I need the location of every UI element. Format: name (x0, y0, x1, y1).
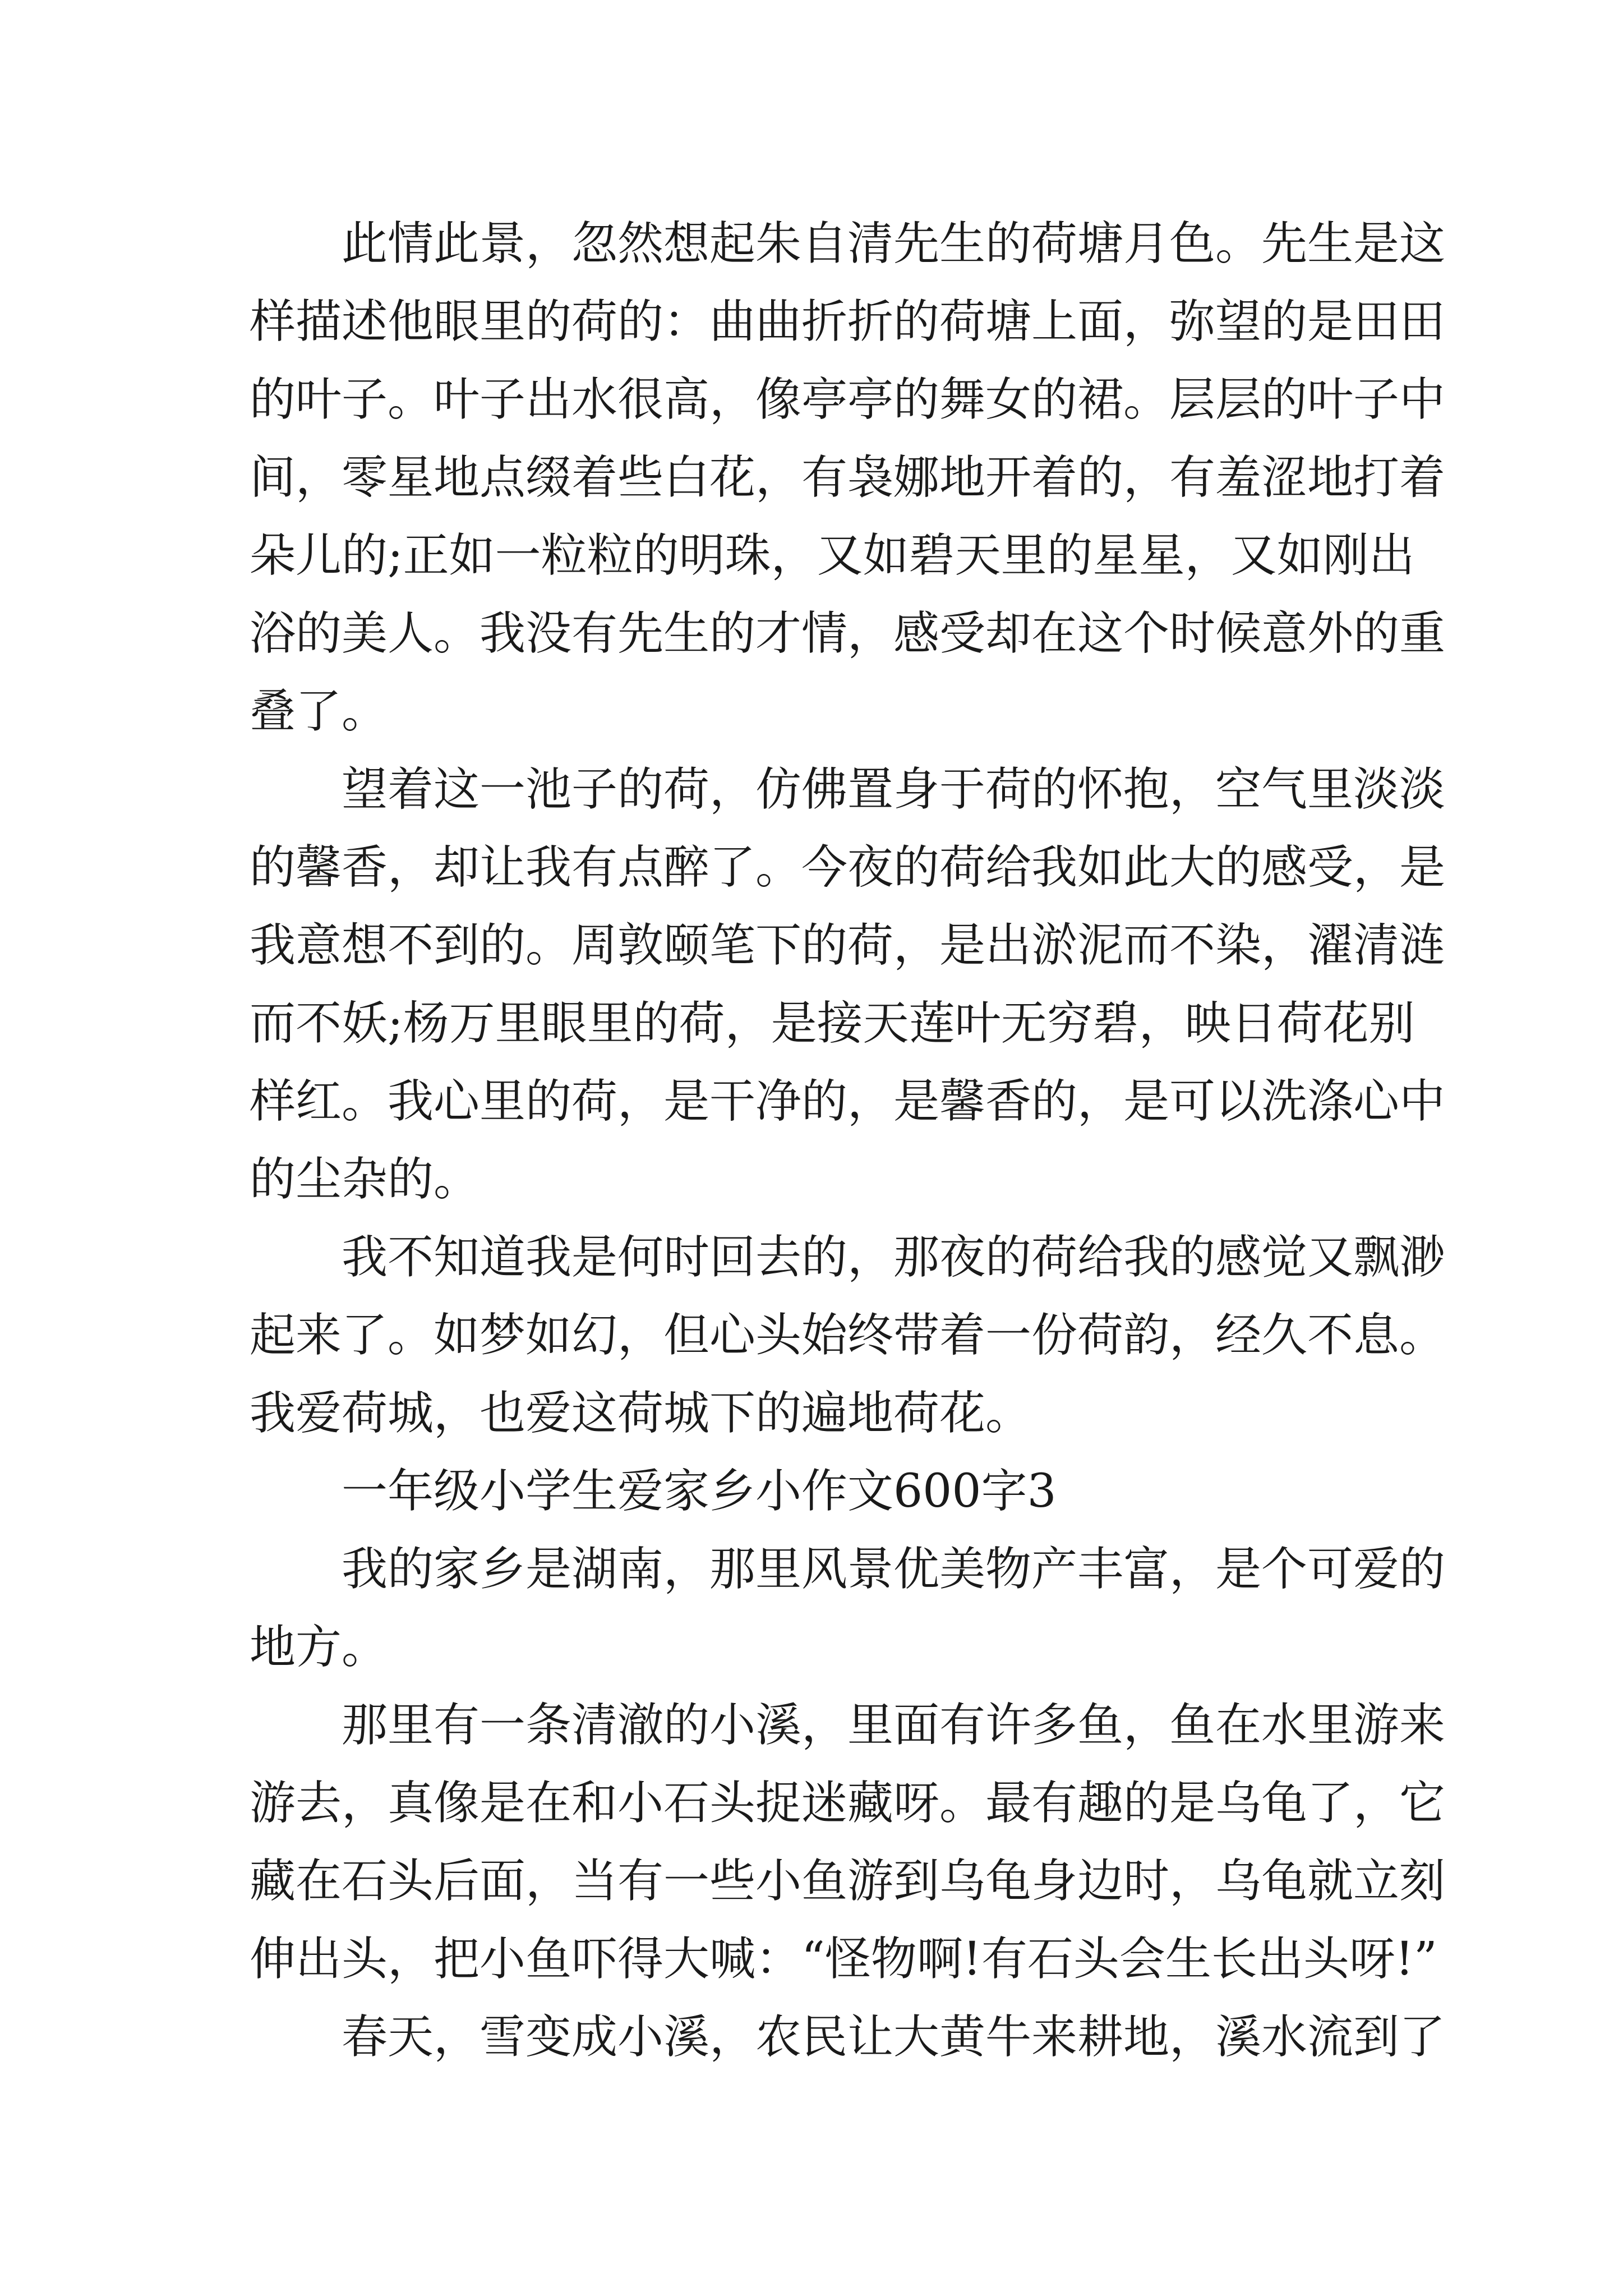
text-line: 我的家乡是湖南，那里风景优美物产丰富，是个可爱的 (250, 1543, 1446, 1596)
text-line: 伸出头，把小鱼吓得大喊：“怪物啊!有石头会生长出头呀!” (250, 1932, 1437, 1986)
text-line: 浴的美人。我没有先生的才情，感受却在这个时候意外的重 (250, 607, 1446, 660)
text-line: 而不妖;杨万里眼里的荷，是接天莲叶无穷碧，映日荷花别 (250, 997, 1415, 1050)
text-line: 的尘杂的。 (250, 1153, 480, 1206)
text-line: 起来了。如梦如幻，但心头始终带着一份荷韵，经久不息。 (250, 1309, 1446, 1362)
text-line: 我意想不到的。周敦颐笔下的荷，是出淤泥而不染，濯清涟 (250, 919, 1446, 972)
text-line: 此情此景，忽然想起朱自清先生的荷塘月色。先生是这 (250, 217, 1446, 270)
text-line: 游去，真像是在和小石头捉迷藏呀。最有趣的是乌龟了，它 (250, 1777, 1446, 1830)
text-line: 春天，雪变成小溪，农民让大黄牛来耕地，溪水流到了 (250, 2010, 1446, 2064)
text-line: 的叶子。叶子出水很高，像亭亭的舞女的裙。层层的叶子中 (250, 373, 1446, 426)
text-line: 的馨香，却让我有点醉了。今夜的荷给我如此大的感受，是 (250, 841, 1446, 894)
text-line: 望着这一池子的荷，仿佛置身于荷的怀抱，空气里淡淡 (250, 763, 1446, 816)
text-line: 叠了。 (250, 685, 388, 738)
text-line: 地方。 (250, 1621, 388, 1674)
text-line: 间，零星地点缀着些白花，有袅娜地开着的，有羞涩地打着 (250, 451, 1446, 504)
text-line: 藏在石头后面，当有一些小鱼游到乌龟身边时，乌龟就立刻 (250, 1855, 1446, 1908)
text-line: 我爱荷城，也爱这荷城下的遍地荷花。 (250, 1387, 1032, 1440)
text-line: 朵儿的;正如一粒粒的明珠，又如碧天里的星星，又如刚出 (250, 529, 1415, 582)
text-line: 样红。我心里的荷，是干净的，是馨香的，是可以洗涤心中 (250, 1075, 1446, 1128)
section-heading: 一年级小学生爱家乡小作文600字3 (250, 1465, 1057, 1518)
text-line: 那里有一条清澈的小溪，里面有许多鱼，鱼在水里游来 (250, 1699, 1446, 1752)
text-line: 我不知道我是何时回去的，那夜的荷给我的感觉又飘渺 (250, 1231, 1446, 1284)
text-line: 样描述他眼里的荷的：曲曲折折的荷塘上面，弥望的是田田 (250, 295, 1446, 348)
